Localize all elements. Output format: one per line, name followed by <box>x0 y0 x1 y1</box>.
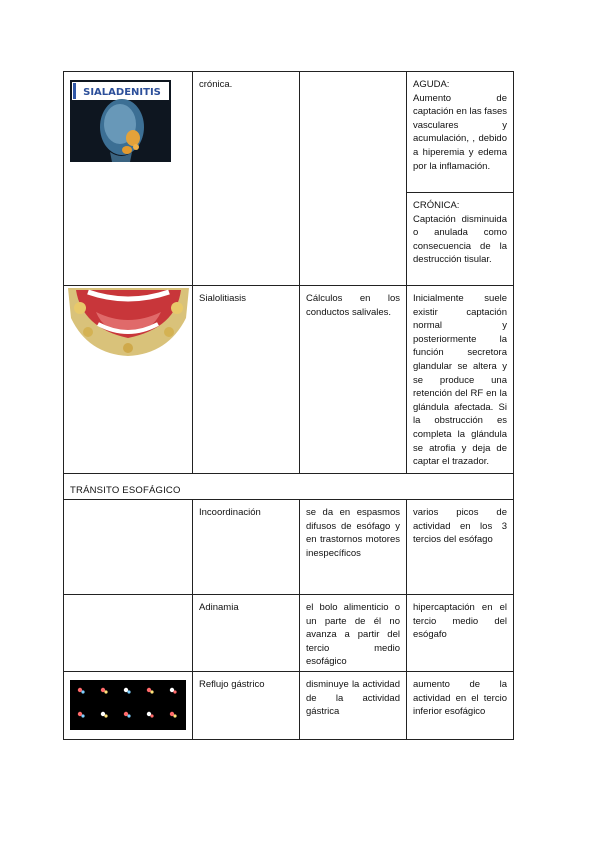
table-row <box>64 595 514 672</box>
table-row <box>64 286 514 474</box>
table-row <box>64 474 514 500</box>
reflujo-cause: disminuye la actividad de la actividad gástrica <box>306 679 400 718</box>
scintigraphy-image <box>70 680 186 730</box>
incoordinacion-name: Incoordinación <box>199 507 261 518</box>
incoordinacion-finding: varios picos de actividad en los 3 tercios del esófago <box>413 507 507 546</box>
table-row <box>64 72 514 193</box>
disease-table <box>63 71 514 740</box>
adinamia-name: Adinamia <box>199 602 239 613</box>
sialolitiasis-finding: Inicialmente suele existir captación normal y posteriormente la función secretora glandular se altera y se produce una retención del RF en la glándula afectada. Si la obstrucción es completa la glándula se atrofia y deja de captar el trazador. <box>413 293 507 468</box>
sialadenitis-name: crónica. <box>199 79 233 90</box>
empty-cell <box>64 595 193 672</box>
sialadenitis-image <box>70 80 171 162</box>
adinamia-finding: hipercaptación en el tercio medio del esógafo <box>413 602 507 641</box>
adinamia-cause: el bolo alimenticio o un parte de él no avanza a partir del tercio medio esofágico <box>306 602 400 668</box>
sialolitiasis-cause: Cálculos en los conductos salivales. <box>306 293 400 318</box>
reflujo-image-cell <box>64 672 193 740</box>
incoordinacion-cause: se da en espasmos difusos de esófago y en trastornos motores inespecíficos <box>306 507 400 559</box>
reflujo-name: Reflujo gástrico <box>199 679 265 690</box>
table-row <box>64 500 514 595</box>
section-title: TRÁNSITO ESOFÁGICO <box>70 485 181 496</box>
mouth-image <box>68 288 189 358</box>
empty-cell <box>300 72 407 286</box>
sialadenitis-image-cell <box>64 72 193 286</box>
table-row <box>64 672 514 740</box>
sialadenitis-image-label: SIALADENITIS <box>83 87 161 98</box>
reflujo-finding: aumento de la actividad en el tercio inferior esofágico <box>413 679 507 718</box>
sialadenitis-cronica: CRÓNICA: Captación disminuida o anulada como consecuencia de la destrucción tisular. <box>413 200 507 266</box>
sialadenitis-aguda: AGUDA: Aumento de captación en las fases vasculares y acumulación, , debido a hiperemia y edema por la inflamación. <box>413 79 508 172</box>
sialolitiasis-name: Sialolitiasis <box>199 293 246 304</box>
sialolitiasis-image-cell <box>64 286 193 474</box>
empty-cell <box>64 500 193 595</box>
